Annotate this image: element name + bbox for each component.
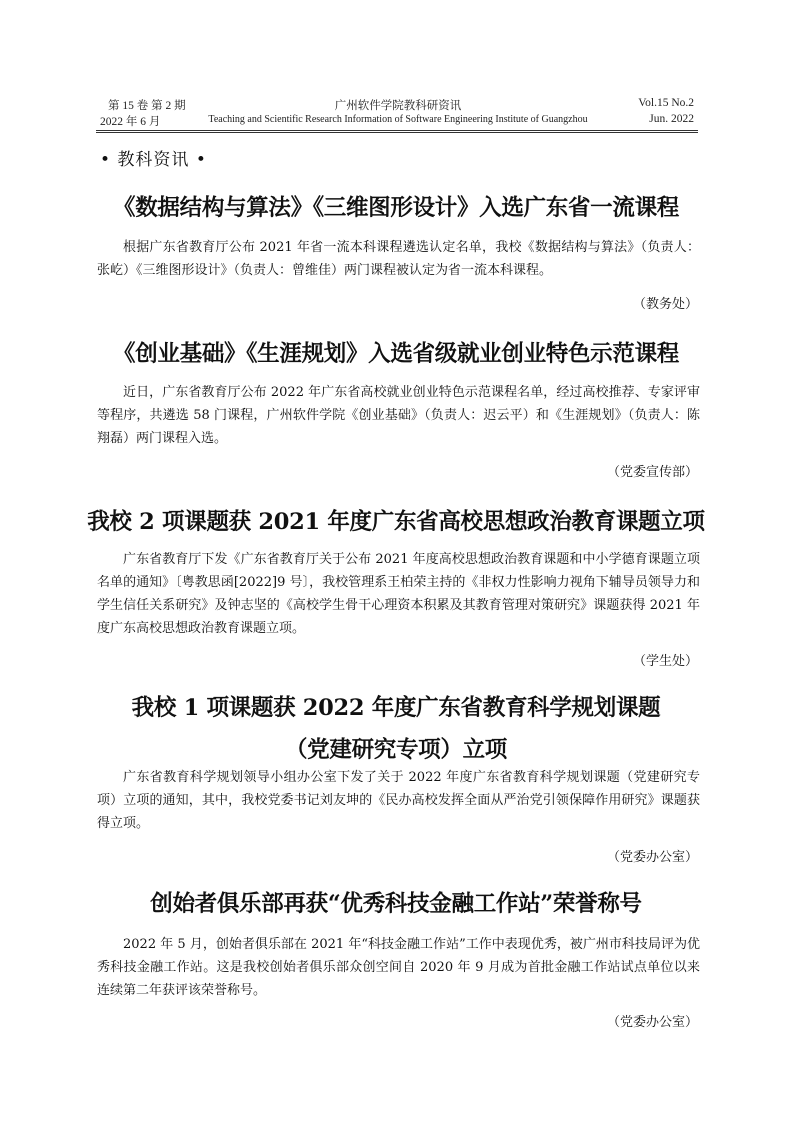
article-4-body — [97, 766, 700, 835]
header-date-cn: 2022 年 6 月 — [100, 116, 161, 128]
article-1-title: 《数据结构与算法》《三维图形设计》入选广东省一流课程 — [113, 195, 679, 221]
article-3-body — [97, 548, 700, 640]
article-3-source: （学生处） — [632, 654, 698, 669]
article-5-source: （党委办公室） — [606, 1015, 698, 1030]
header-rule-bottom — [96, 132, 698, 133]
header-volume-en: Vol.15 No.2 — [638, 97, 694, 109]
article-4-source: （党委办公室） — [606, 850, 698, 865]
article-3-title: 我校 2 项课题获 2021 年度广东省高校思想政治教育课题立项 — [87, 509, 705, 535]
article-3-paragraph: 广东省教育厅下发《广东省教育厅关于公布 2021 年度高校思想政治教育课题和中小学德育课题立项名单的通知》〔粤教思函[2022]9 号〕，我校管理系王柏荣主持的《非权力性影响力视角下辅导员领导力和学生信任关系研究》及钟志坚的《高校学生骨干心理资本积累及其教育管理对策研究》课题获得 2021 年度广东高校思想政治教育课题立项。 — [97, 552, 700, 636]
article-4-title-line-1: 我校 1 项课题获 2022 年度广东省教育科学规划课题 — [131, 695, 661, 721]
header-date-en: Jun. 2022 — [649, 113, 694, 125]
article-1-body — [97, 236, 700, 282]
article-5-body — [97, 933, 700, 1002]
header-volume-cn: 第 15 卷 第 2 期 — [108, 100, 186, 112]
article-2-body — [97, 381, 700, 450]
article-4-title-line-2: （党建研究专项）立项 — [284, 737, 507, 763]
header-journal-cn: 广州软件学院教科研资讯 — [334, 100, 462, 112]
header-journal-en: Teaching and Scientific Research Information of Software Engineering Institute of Guangzhou — [208, 114, 588, 125]
article-2-title: 《创业基础》《生涯规划》入选省级就业创业特色示范课程 — [113, 341, 679, 367]
article-5-paragraph: 2022 年 5 月，创始者俱乐部在 2021 年“科技金融工作站”工作中表现优秀，被广州市科技局评为优秀科技金融工作站。这是我校创始者俱乐部众创空间自 2020 年 9 月成为首批金融工作站试点单位以来连续第二年获评该荣誉称号。 — [97, 937, 700, 998]
article-2-source: （党委宣传部） — [606, 465, 698, 480]
article-1-source: （教务处） — [632, 297, 698, 312]
article-4-paragraph: 广东省教育科学规划领导小组办公室下发了关于 2022 年度广东省教育科学规划课题（党建研究专项）立项的通知，其中，我校党委书记刘友坤的《民办高校发挥全面从严治党引领保障作用研究》课题获得立项。 — [97, 770, 700, 831]
article-5-title: 创始者俱乐部再获“优秀科技金融工作站”荣誉称号 — [150, 891, 642, 917]
article-1-paragraph: 根据广东省教育厅公布 2021 年省一流本科课程遴选认定名单，我校《数据结构与算法》（负责人：张屹）《三维图形设计》（负责人：曾维佳）两门课程被认定为省一流本科课程。 — [97, 240, 700, 278]
header-rule-top — [96, 130, 698, 131]
article-2-paragraph: 近日，广东省教育厅公布 2022 年广东省高校就业创业特色示范课程名单，经过高校推荐、专家评审等程序，共遴选 58 门课程，广州软件学院《创业基础》（负责人：迟云平）和《生涯规划》（负责人：陈翔磊）两门课程入选。 — [97, 385, 700, 446]
section-label: • 教科资讯 • — [100, 150, 207, 170]
